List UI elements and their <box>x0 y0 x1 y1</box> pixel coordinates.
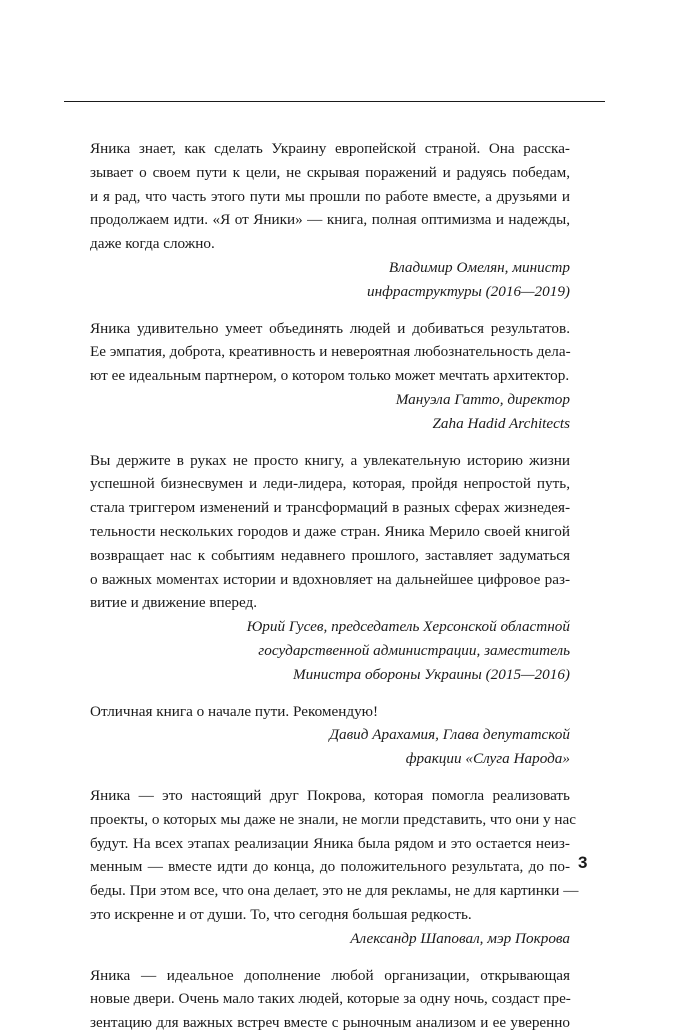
attribution-line: Zaha Hadid Architects <box>432 414 570 432</box>
quote-line: беды. При этом все, что она делает, это не для рекламы, не для картинки — <box>90 882 579 900</box>
block-spacer <box>90 951 570 964</box>
quote-line: продолжаем идти. «Я от Яники» — книга, полная оптимизма и надежды, <box>90 211 570 229</box>
testimonial-attribution <box>90 388 570 436</box>
testimonial-quote <box>90 449 570 616</box>
testimonial <box>90 964 570 1035</box>
quote-line: витие и движение вперед. <box>90 594 258 612</box>
quote-line: стала триггером изменений и трансформаций в разных сферах жизнедея- <box>90 499 570 517</box>
quote-line: успешной бизнесвумен и леди-лидера, которая, пройдя непростой путь, <box>90 475 570 493</box>
block-spacer <box>90 304 570 317</box>
quote-line: Отличная книга о начале пути. Рекомендую! <box>90 702 379 720</box>
attribution-line: Александр Шаповал, мэр Покрова <box>350 929 570 947</box>
quote-line: даже когда сложно. <box>90 235 215 253</box>
quote-line: зывает о своем пути к цели, не скрывая поражений и радуясь победам, <box>90 163 570 181</box>
block-spacer <box>90 436 570 449</box>
quote-line: тельности нескольких городов и даже стран. Яника Мерило своей книгой <box>90 522 570 540</box>
page-number: 3 <box>578 853 588 872</box>
testimonial-attribution <box>90 723 570 771</box>
attribution-line: инфраструктуры (2016—2019) <box>366 282 570 300</box>
testimonial-attribution <box>90 927 570 951</box>
testimonial <box>90 700 570 771</box>
testimonial-quote <box>90 317 570 388</box>
quote-line: ют ее идеальным партнером, о котором только может мечтать архитектор. <box>90 367 570 385</box>
quote-line: возвращает нас к событиям недавнего прошлого, заставляет задуматься <box>90 546 570 564</box>
testimonial <box>90 317 570 436</box>
quote-line: Вы держите в руках не просто книгу, а увлекательную историю жизни <box>90 451 570 469</box>
block-spacer <box>90 771 570 784</box>
testimonial <box>90 137 570 304</box>
quote-line: Яника знает, как сделать Украину европейской страной. Она расска- <box>90 140 570 157</box>
quote-line: это искренне и от души. То, что сегодня большая редкость. <box>90 905 472 923</box>
testimonial <box>90 449 570 687</box>
attribution-line: Мануэла Гатто, директор <box>395 390 570 408</box>
attribution-line: Давид Арахамия, Глава депутатской <box>329 726 570 744</box>
page-body <box>90 137 579 1035</box>
testimonial-attribution <box>90 615 570 686</box>
quote-line: Яника удивительно умеет объединять людей и добиваться результатов. <box>90 319 570 337</box>
attribution-line: Министра обороны Украины (2015—2016) <box>292 665 570 683</box>
testimonial-attribution <box>90 256 570 304</box>
quote-line: новые двери. Очень мало таких людей, которые за одну ночь, создаст пре- <box>90 990 571 1008</box>
quote-line: менным — вместе идти до конца, до положительного результата, до по- <box>90 858 570 876</box>
quote-line: и я рад, что часть этого пути мы прошли по работе вместе, а друзьями и <box>90 187 570 205</box>
quote-line: будут. На всех этапах реализации Яника была рядом и это остается неиз- <box>90 834 570 852</box>
quote-line: о важных моментах истории и вдохновляет на дальнейшее цифровое раз- <box>90 570 570 588</box>
quote-line: проекты, о которых мы даже не знали, не могли представить, что они у нас <box>90 810 577 828</box>
testimonial <box>90 784 579 951</box>
testimonial-quote <box>90 137 570 256</box>
quote-line: Яника — идеальное дополнение любой организации, открывающая <box>90 966 570 984</box>
testimonial-quote <box>90 964 570 1035</box>
header-rule <box>64 101 605 102</box>
testimonial-quote <box>90 784 579 927</box>
attribution-line: Владимир Омелян, министр <box>388 258 570 276</box>
quote-line: Ее эмпатия, доброта, креативность и невероятная любознательность дела- <box>90 343 571 361</box>
quote-line: Яника — это настоящий друг Покрова, которая помогла реализовать <box>90 786 570 804</box>
attribution-line: Юрий Гусев, председатель Херсонской областной <box>246 618 570 636</box>
quote-line: зентацию для важных встреч вместе с рыночным анализом и ее уверенно <box>90 1014 570 1032</box>
testimonial-quote <box>90 700 570 724</box>
block-spacer <box>90 687 570 700</box>
attribution-line: государственной администрации, заместитель <box>258 641 570 659</box>
attribution-line: фракции «Слуга Народа» <box>405 750 570 768</box>
